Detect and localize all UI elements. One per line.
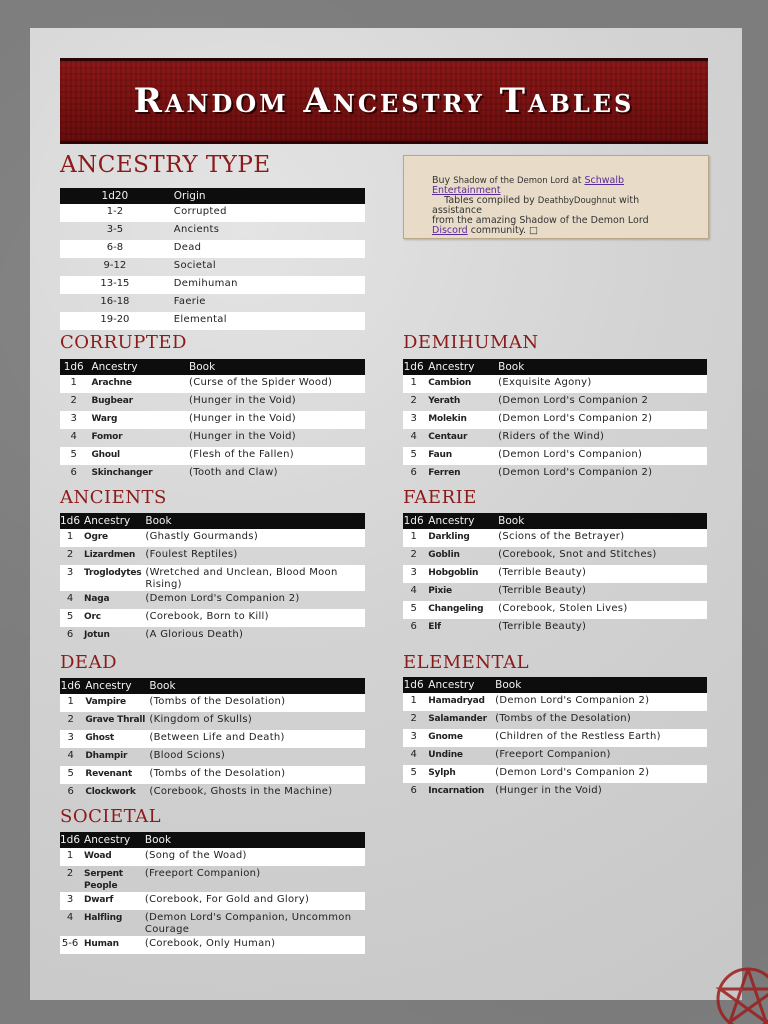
- table-cell: Salamander: [428, 714, 487, 724]
- table-cell: (Corebook, Only Human): [141, 936, 365, 954]
- elemental-table: [403, 677, 707, 801]
- table-cell: (Flesh of the Fallen): [185, 447, 365, 465]
- table-cell: Undine: [428, 750, 463, 760]
- column-header: Book: [491, 677, 707, 693]
- table-cell: (Tombs of the Desolation): [495, 713, 632, 724]
- table-cell: Corrupted: [170, 204, 365, 222]
- table-row: [60, 222, 365, 240]
- faerie-title: FAERIE: [403, 487, 477, 508]
- column-header: Ancestry: [424, 677, 491, 693]
- table-cell: 1: [60, 848, 80, 866]
- table-cell: (Terrible Beauty): [498, 585, 587, 596]
- table-row: [403, 547, 707, 565]
- table-cell: Pixie: [428, 586, 452, 596]
- table-cell: Gnome: [424, 729, 491, 747]
- table-cell: Clockwork: [85, 787, 136, 797]
- table-row: [60, 565, 365, 591]
- column-header: Ancestry: [80, 832, 141, 848]
- table-cell: Hobgoblin: [424, 565, 494, 583]
- table-row: [60, 892, 365, 910]
- table-cell: Faun: [424, 447, 494, 465]
- table-row: [60, 240, 365, 258]
- table-row: [403, 565, 707, 583]
- table-cell: (Children of the Restless Earth): [491, 729, 707, 747]
- table-cell: (Demon Lord's Companion 2): [498, 467, 653, 478]
- table-cell: (Song of the Woad): [141, 848, 365, 866]
- table-cell: Ancients: [173, 224, 220, 235]
- table-cell: Orc: [80, 609, 141, 627]
- table-cell: 2: [410, 549, 417, 560]
- column-header: Book: [494, 359, 707, 375]
- table-cell: Serpent People: [84, 869, 123, 891]
- column-header: 1d20: [60, 188, 170, 204]
- dead-table: [60, 678, 365, 802]
- table-cell: (Curse of the Spider Wood): [185, 375, 365, 393]
- table-row: [403, 583, 707, 601]
- table-cell: 4: [70, 431, 77, 442]
- table-row: [403, 747, 707, 765]
- table-cell: (Demon Lord's Companion, Uncommon Courage: [144, 912, 352, 935]
- table-cell: 5: [403, 765, 424, 783]
- demihuman-table: [403, 359, 707, 483]
- table-header-row: [60, 678, 365, 694]
- elemental-title: ELEMENTAL: [403, 652, 530, 673]
- table-cell: Darkling: [424, 529, 494, 547]
- table-cell: 4: [66, 593, 74, 604]
- table-row: [60, 393, 365, 411]
- table-cell: (Hunger in the Void): [189, 431, 297, 442]
- table-cell: Skinchanger: [91, 468, 153, 478]
- table-cell: 6: [410, 785, 417, 796]
- table-header-row: [60, 359, 365, 375]
- table-row: [60, 609, 365, 627]
- table-cell: 6: [410, 621, 417, 632]
- table-row: [60, 465, 365, 483]
- page-title: Random Ancestry Tables: [133, 81, 635, 121]
- table-row: [60, 866, 365, 892]
- table-cell: 4: [410, 749, 417, 760]
- table-header-row: [60, 832, 365, 848]
- table-cell: 6-8: [60, 240, 170, 258]
- table-cell: Hamadryad: [424, 693, 491, 711]
- table-cell: Sylph: [424, 765, 491, 783]
- table-cell: 5: [60, 766, 81, 784]
- table-cell: (Between Life and Death): [145, 730, 365, 748]
- table-cell: (Hunger in the Void): [185, 411, 365, 429]
- table-cell: 1: [60, 694, 81, 712]
- table-row: [60, 730, 365, 748]
- column-header: Book: [185, 359, 365, 375]
- table-row: [60, 766, 365, 784]
- table-cell: 3: [60, 565, 80, 591]
- table-row: [403, 447, 707, 465]
- table-cell: Halfling: [84, 913, 123, 923]
- table-cell: Cambion: [424, 375, 494, 393]
- table-cell: Societal: [173, 260, 216, 271]
- table-cell: Ferren: [428, 468, 461, 478]
- schwalb-link[interactable]: Schwalb Entertainment: [432, 175, 624, 196]
- table-row: [60, 447, 365, 465]
- table-header-row: [60, 188, 365, 204]
- table-cell: Dead: [170, 240, 365, 258]
- table-cell: (Foulest Reptiles): [145, 549, 238, 560]
- demihuman-title: DEMIHUMAN: [403, 332, 539, 353]
- column-header: Book: [145, 678, 365, 694]
- column-header: 1d6: [403, 361, 424, 373]
- table-header-row: [60, 513, 365, 529]
- column-header: Ancestry: [424, 513, 494, 529]
- table-cell: Ghoul: [87, 447, 185, 465]
- societal-title: SOCIETAL: [60, 806, 162, 827]
- table-row: [403, 529, 707, 547]
- table-row: [60, 375, 365, 393]
- table-row: [60, 258, 365, 276]
- table-cell: (Ghastly Gourmands): [141, 529, 365, 547]
- table-header-row: [403, 359, 707, 375]
- table-cell: 1: [60, 529, 80, 547]
- column-header: 1d6: [60, 680, 81, 692]
- table-cell: Troglodytes: [80, 565, 141, 591]
- table-cell: Ogre: [80, 529, 141, 547]
- table-cell: (Scions of the Betrayer): [494, 529, 707, 547]
- table-row: [60, 276, 365, 294]
- table-cell: Revenant: [81, 766, 145, 784]
- table-row: [403, 711, 707, 729]
- table-row: [403, 465, 707, 483]
- table-row: [403, 411, 707, 429]
- table-cell: Woad: [80, 848, 141, 866]
- table-row: [60, 547, 365, 565]
- table-cell: 5: [60, 447, 87, 465]
- table-cell: 4: [410, 431, 417, 442]
- corrupted-table: [60, 359, 365, 483]
- column-header: Book: [141, 513, 365, 529]
- table-row: [60, 712, 365, 730]
- column-header: 1d6: [60, 515, 81, 527]
- table-cell: Bugbear: [91, 396, 133, 406]
- table-cell: (Hunger in the Void): [189, 395, 297, 406]
- dead-title: DEAD: [60, 652, 118, 673]
- table-cell: 6: [70, 467, 77, 478]
- table-header-row: [403, 677, 707, 693]
- table-row: [60, 204, 365, 222]
- table-cell: (Corebook, For Gold and Glory): [141, 892, 365, 910]
- table-row: [60, 312, 365, 330]
- table-row: [403, 729, 707, 747]
- table-cell: (Blood Scions): [149, 750, 226, 761]
- table-cell: Incarnation: [428, 786, 485, 796]
- table-cell: 1-2: [60, 204, 170, 222]
- table-cell: (Demon Lord's Companion 2): [145, 593, 300, 604]
- table-cell: 6: [410, 467, 417, 478]
- table-cell: Dhampir: [85, 751, 128, 761]
- table-row: [60, 294, 365, 312]
- credits-text: Buy Shadow of the Demon Lord at Schwalb Entertainment Tables compiled by DeathbyDoughnut with assistance from the amazing Shadow of the Demon Lord Discord community. □: [432, 175, 649, 236]
- table-cell: 2: [70, 395, 77, 406]
- table-row: [60, 910, 365, 936]
- table-cell: 3: [403, 411, 424, 429]
- table-cell: Fomor: [91, 432, 123, 442]
- table-cell: 3: [60, 411, 87, 429]
- table-cell: 4: [67, 750, 74, 761]
- table-cell: (Demon Lord's Companion): [494, 447, 707, 465]
- table-cell: 2: [410, 395, 417, 406]
- table-cell: Warg: [87, 411, 185, 429]
- column-header: 1d6: [403, 515, 424, 527]
- table-cell: (Kingdom of Skulls): [149, 714, 253, 725]
- table-cell: (Demon Lord's Companion 2): [494, 411, 707, 429]
- table-row: [403, 393, 707, 411]
- table-cell: 5: [403, 601, 424, 619]
- pentagram-icon: [698, 934, 768, 1024]
- table-row: [403, 619, 707, 637]
- table-row: [60, 627, 365, 645]
- column-header: Origin: [170, 188, 365, 204]
- table-cell: Ghost: [81, 730, 145, 748]
- table-cell: 4: [410, 585, 417, 596]
- emoji-icon: □: [529, 225, 538, 236]
- table-cell: 5: [403, 447, 424, 465]
- table-row: [60, 936, 365, 954]
- table-cell: (Corebook, Stolen Lives): [494, 601, 707, 619]
- table-row: [60, 529, 365, 547]
- discord-link[interactable]: Discord: [432, 225, 468, 236]
- table-cell: Goblin: [428, 550, 460, 560]
- table-cell: 6: [67, 786, 74, 797]
- table-cell: Naga: [84, 594, 110, 604]
- table-cell: (Freeport Companion): [495, 749, 611, 760]
- table-row: [403, 765, 707, 783]
- table-cell: 5: [60, 609, 80, 627]
- table-cell: Changeling: [424, 601, 494, 619]
- column-header: 1d6: [60, 834, 81, 846]
- table-cell: 2: [410, 713, 417, 724]
- table-cell: 13-15: [60, 276, 170, 294]
- table-cell: (Tombs of the Desolation): [145, 766, 365, 784]
- table-cell: Lizardmen: [84, 550, 136, 560]
- table-cell: (Hunger in the Void): [495, 785, 603, 796]
- table-cell: Demihuman: [170, 276, 365, 294]
- table-row: [60, 591, 365, 609]
- credits-note: [403, 155, 709, 239]
- ancients-table: [60, 513, 365, 645]
- table-cell: (Exquisite Agony): [494, 375, 707, 393]
- column-header: 1d6: [403, 679, 424, 691]
- table-cell: (Tooth and Claw): [189, 467, 278, 478]
- table-row: [60, 748, 365, 766]
- table-row: [403, 601, 707, 619]
- table-cell: Molekin: [424, 411, 494, 429]
- table-cell: Vampire: [81, 694, 145, 712]
- table-cell: (A Glorious Death): [145, 629, 244, 640]
- table-cell: 19-20: [60, 312, 170, 330]
- table-cell: (Demon Lord's Companion 2: [498, 395, 649, 406]
- table-cell: 3: [60, 892, 80, 910]
- column-header: Ancestry: [80, 513, 141, 529]
- table-header-row: [403, 513, 707, 529]
- table-cell: 1: [403, 693, 424, 711]
- table-cell: 1: [403, 529, 424, 547]
- corrupted-title: CORRUPTED: [60, 332, 187, 353]
- ancestry-type-title: ANCESTRY TYPE: [60, 152, 271, 178]
- table-cell: Jotun: [84, 630, 110, 640]
- table-cell: 2: [66, 868, 74, 879]
- ancestry-type-table: [60, 188, 365, 330]
- table-cell: (Corebook, Born to Kill): [141, 609, 365, 627]
- table-cell: 3-5: [106, 224, 124, 235]
- faerie-table: [403, 513, 707, 637]
- table-cell: Yerath: [428, 396, 461, 406]
- table-cell: 1: [403, 375, 424, 393]
- table-row: [60, 694, 365, 712]
- table-cell: 5-6: [60, 936, 80, 954]
- table-row: [403, 783, 707, 801]
- column-header: Ancestry: [87, 359, 185, 375]
- table-cell: 3: [403, 565, 424, 583]
- table-cell: Grave Thrall: [85, 715, 146, 725]
- table-cell: (Freeport Companion): [144, 868, 261, 879]
- table-cell: Elf: [428, 622, 441, 632]
- column-header: Ancestry: [81, 678, 145, 694]
- column-header: Ancestry: [424, 359, 494, 375]
- table-cell: Faerie: [173, 296, 206, 307]
- table-cell: 3: [403, 729, 424, 747]
- table-row: [60, 411, 365, 429]
- table-cell: (Terrible Beauty): [494, 565, 707, 583]
- table-row: [60, 848, 365, 866]
- table-cell: Centaur: [428, 432, 468, 442]
- table-cell: 6: [66, 629, 74, 640]
- title-banner: [60, 58, 708, 144]
- table-row: [403, 693, 707, 711]
- table-cell: Arachne: [87, 375, 185, 393]
- table-cell: (Corebook, Ghosts in the Machine): [149, 786, 333, 797]
- table-cell: 9-12: [103, 260, 127, 271]
- table-cell: Elemental: [170, 312, 365, 330]
- table-cell: 4: [66, 912, 74, 923]
- table-cell: (Demon Lord's Companion 2): [491, 765, 707, 783]
- table-cell: (Wretched and Unclean, Blood Moon Rising): [141, 565, 365, 591]
- table-cell: 2: [67, 714, 74, 725]
- table-row: [403, 429, 707, 447]
- table-cell: Human: [80, 936, 141, 954]
- table-cell: Dwarf: [80, 892, 141, 910]
- table-cell: 16-18: [100, 296, 130, 307]
- column-header: Book: [141, 832, 365, 848]
- column-header: 1d6: [60, 359, 87, 375]
- table-row: [403, 375, 707, 393]
- table-cell: 3: [60, 730, 81, 748]
- table-cell: (Terrible Beauty): [498, 621, 587, 632]
- ancients-title: ANCIENTS: [60, 487, 167, 508]
- table-cell: 1: [60, 375, 87, 393]
- table-cell: (Riders of the Wind): [498, 431, 605, 442]
- societal-table: [60, 832, 365, 954]
- table-cell: (Corebook, Snot and Stitches): [498, 549, 657, 560]
- column-header: Book: [494, 513, 707, 529]
- table-row: [60, 429, 365, 447]
- table-cell: 2: [66, 549, 74, 560]
- table-cell: (Demon Lord's Companion 2): [491, 693, 707, 711]
- table-cell: (Tombs of the Desolation): [145, 694, 365, 712]
- table-row: [60, 784, 365, 802]
